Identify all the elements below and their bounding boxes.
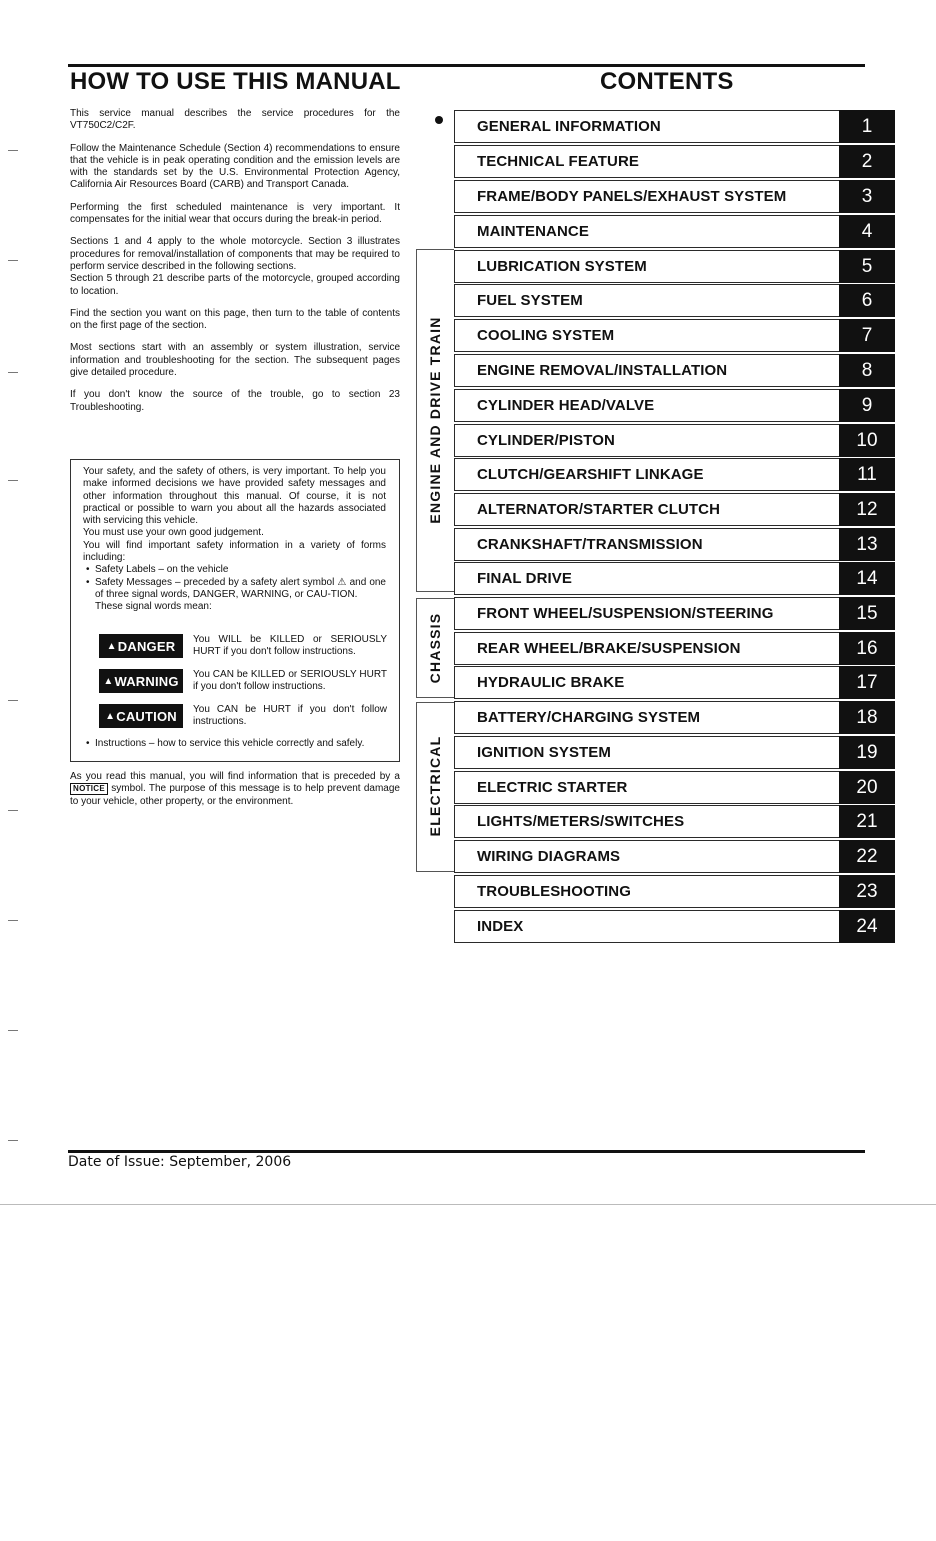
section-tab[interactable]: 12 (839, 493, 895, 526)
scan-mark (8, 372, 18, 373)
bullet-safety-messages: • Safety Messages – preceded by a safety alert symbol ⚠ and one of three signal words, DANGER, WARNING, or CAU-TION. (83, 577, 386, 602)
toc-row[interactable] (454, 354, 895, 387)
toc-row[interactable] (454, 632, 895, 665)
section-tab[interactable]: 11 (839, 458, 895, 491)
toc-row[interactable] (454, 562, 895, 595)
toc-label[interactable]: INDEX (477, 918, 524, 935)
notice-text-before: As you read this manual, you will find information that is preceded by a (70, 771, 400, 782)
contents-title: CONTENTS (600, 68, 734, 95)
toc-row[interactable] (454, 145, 895, 178)
safety-intro: Your safety, and the safety of others, is very important. To help you make informed decisions we have provided safety messages and other information throughout this manual. Of course, it is not practical or possible to warn you about all the hazards associated with servicing this vehicle. (83, 466, 386, 527)
toc-row[interactable] (454, 319, 895, 352)
scan-mark (8, 1030, 18, 1031)
toc-label[interactable]: HYDRAULIC BRAKE (477, 674, 625, 691)
intro-column (70, 108, 400, 424)
intro-paragraph: This service manual describes the service procedures for the VT750C2/C2F. (70, 108, 400, 132)
header-rule (68, 64, 865, 67)
toc-row[interactable] (454, 180, 895, 213)
toc-label[interactable]: FRAME/BODY PANELS/EXHAUST SYSTEM (477, 188, 787, 205)
notice-paragraph (70, 771, 400, 808)
toc-row[interactable] (454, 215, 895, 248)
toc-label[interactable]: FRONT WHEEL/SUSPENSION/STEERING (477, 605, 774, 622)
toc-label[interactable]: ELECTRIC STARTER (477, 779, 628, 796)
toc-row[interactable] (454, 666, 895, 699)
group-label-engine: ENGINE AND DRIVE TRAIN (427, 316, 443, 524)
section-tab[interactable]: 5 (839, 250, 895, 283)
footer-rule (68, 1150, 865, 1153)
alert-triangle-icon: ▲ (103, 675, 114, 687)
group-label-electrical: ELECTRICAL (427, 735, 443, 837)
scan-mark (8, 700, 18, 701)
section-tab[interactable]: 17 (839, 666, 895, 699)
toc-row[interactable] (454, 875, 895, 908)
section-tab[interactable]: 19 (839, 736, 895, 769)
toc-row[interactable] (454, 771, 895, 804)
toc-label[interactable]: COOLING SYSTEM (477, 327, 615, 344)
toc-label[interactable]: GENERAL INFORMATION (477, 118, 661, 135)
group-label-chassis: CHASSIS (427, 612, 443, 684)
caution-badge: ▲ CAUTION (99, 704, 183, 728)
toc-label[interactable]: IGNITION SYSTEM (477, 744, 612, 761)
notice-badge: NOTICE (70, 783, 108, 795)
section-tab[interactable]: 13 (839, 528, 895, 561)
scan-mark (8, 1140, 18, 1141)
intro-paragraph: Find the section you want on this page, then turn to the table of contents on the first page of the section. (70, 307, 400, 332)
warning-badge: ▲ WARNING (99, 669, 183, 693)
toc-row[interactable] (454, 910, 895, 943)
toc-label[interactable]: TROUBLESHOOTING (477, 883, 631, 900)
toc-row[interactable] (454, 840, 895, 873)
alert-triangle-icon: ▲ (105, 710, 116, 722)
warning-text: You CAN be KILLED or SERIOUSLY HURT if you don't follow instructions. (193, 669, 387, 693)
danger-text: You WILL be KILLED or SERIOUSLY HURT if you don't follow instructions. (193, 634, 387, 658)
toc-label[interactable]: LUBRICATION SYSTEM (477, 258, 647, 275)
safety-info-forms: You will find important safety information in a variety of forms including: (83, 539, 386, 564)
section-tab[interactable]: 24 (839, 910, 895, 943)
danger-badge: ▲ DANGER (99, 634, 183, 658)
signal-words-intro: These signal words mean: (95, 601, 212, 613)
bullet-instructions: • Instructions – how to service this vehicle correctly and safely. (83, 738, 398, 750)
toc-label[interactable]: FUEL SYSTEM (477, 292, 583, 309)
section-tab[interactable]: 21 (839, 805, 895, 838)
alert-triangle-icon: ▲ (106, 640, 117, 652)
section-tab[interactable]: 8 (839, 354, 895, 387)
intro-paragraph: Section 5 through 21 describe parts of the motorcycle, grouped according to location. (70, 273, 400, 297)
section-tab[interactable]: 9 (839, 389, 895, 422)
toc-row[interactable] (454, 110, 895, 143)
toc-label[interactable]: CLUTCH/GEARSHIFT LINKAGE (477, 466, 704, 483)
section-tab[interactable]: 2 (839, 145, 895, 178)
intro-paragraph: Follow the Maintenance Schedule (Section 4) recommendations to ensure that the vehicle is in peak operating condition and the emission levels are with the standards set by the U.S. Environmental Protection Agency, California Air Resources Board (CARB) and Transport Canada. (70, 142, 400, 191)
intro-paragraph: Most sections start with an assembly or system illustration, service information and troubleshooting for the section. The subsequent pages give detailed procedure. (70, 342, 400, 379)
toc-row[interactable] (454, 805, 895, 838)
safety-box (70, 459, 400, 762)
section-tab[interactable]: 7 (839, 319, 895, 352)
caution-text: You CAN be HURT if you don't follow instructions. (193, 704, 387, 728)
intro-paragraph: Performing the first scheduled maintenance is very important. It compensates for the initial wear that occurs during the break-in period. (70, 201, 400, 226)
section-tab[interactable]: 4 (839, 215, 895, 248)
safety-judgement: You must use your own good judgement. (83, 527, 264, 539)
toc-label[interactable]: FINAL DRIVE (477, 570, 572, 587)
scan-mark (8, 260, 18, 261)
bullet-dot-icon (435, 116, 443, 124)
caution-row (99, 704, 387, 734)
danger-row (99, 634, 387, 664)
section-tab[interactable]: 20 (839, 771, 895, 804)
notice-text-after: symbol. The purpose of this message is to help prevent damage to your vehicle, other property, or the environment. (70, 783, 400, 807)
issue-date: Date of Issue: September, 2006 (68, 1154, 292, 1170)
toc-row[interactable] (454, 458, 895, 491)
scan-mark (8, 150, 18, 151)
toc-row[interactable] (454, 736, 895, 769)
section-tab[interactable]: 23 (839, 875, 895, 908)
intro-paragraph: Sections 1 and 4 apply to the whole motorcycle. Section 3 illustrates procedures for removal/installation of components that may be required to perform service described in the following sections. (70, 236, 400, 272)
section-tab[interactable]: 14 (839, 562, 895, 595)
section-tab[interactable]: 3 (839, 180, 895, 213)
section-tab[interactable]: 18 (839, 701, 895, 734)
toc-label[interactable]: ALTERNATOR/STARTER CLUTCH (477, 501, 721, 518)
page-edge-line (0, 1204, 936, 1205)
toc-row[interactable] (454, 493, 895, 526)
section-tab[interactable]: 15 (839, 597, 895, 630)
toc-row[interactable] (454, 701, 895, 734)
toc-label[interactable]: REAR WHEEL/BRAKE/SUSPENSION (477, 640, 741, 657)
toc-row[interactable] (454, 389, 895, 422)
warning-row (99, 669, 387, 699)
toc-label[interactable]: CYLINDER/PISTON (477, 432, 615, 449)
toc-label[interactable]: WIRING DIAGRAMS (477, 848, 621, 865)
section-tab[interactable]: 6 (839, 284, 895, 317)
bullet-safety-labels: • Safety Labels – on the vehicle (83, 564, 386, 576)
toc-label[interactable]: MAINTENANCE (477, 223, 589, 240)
section-tab[interactable]: 1 (839, 110, 895, 143)
toc-label[interactable]: LIGHTS/METERS/SWITCHES (477, 813, 685, 830)
scan-mark (8, 920, 18, 921)
toc-label[interactable]: CRANKSHAFT/TRANSMISSION (477, 536, 703, 553)
section-tab[interactable]: 10 (839, 424, 895, 457)
toc-row[interactable] (454, 284, 895, 317)
toc-row[interactable] (454, 424, 895, 457)
section-tab[interactable]: 16 (839, 632, 895, 665)
section-tab[interactable]: 22 (839, 840, 895, 873)
toc-label[interactable]: CYLINDER HEAD/VALVE (477, 397, 655, 414)
toc-label[interactable]: BATTERY/CHARGING SYSTEM (477, 709, 701, 726)
toc-label[interactable]: ENGINE REMOVAL/INSTALLATION (477, 362, 728, 379)
scan-mark (8, 480, 18, 481)
intro-paragraph: If you don't know the source of the trouble, go to section 23 Troubleshooting. (70, 389, 400, 413)
safety-text (83, 466, 386, 614)
toc-row[interactable] (454, 250, 895, 283)
toc-label[interactable]: TECHNICAL FEATURE (477, 153, 639, 170)
scan-mark (8, 810, 18, 811)
manual-title: HOW TO USE THIS MANUAL (70, 68, 401, 95)
toc-row[interactable] (454, 528, 895, 561)
toc-row[interactable] (454, 597, 895, 630)
